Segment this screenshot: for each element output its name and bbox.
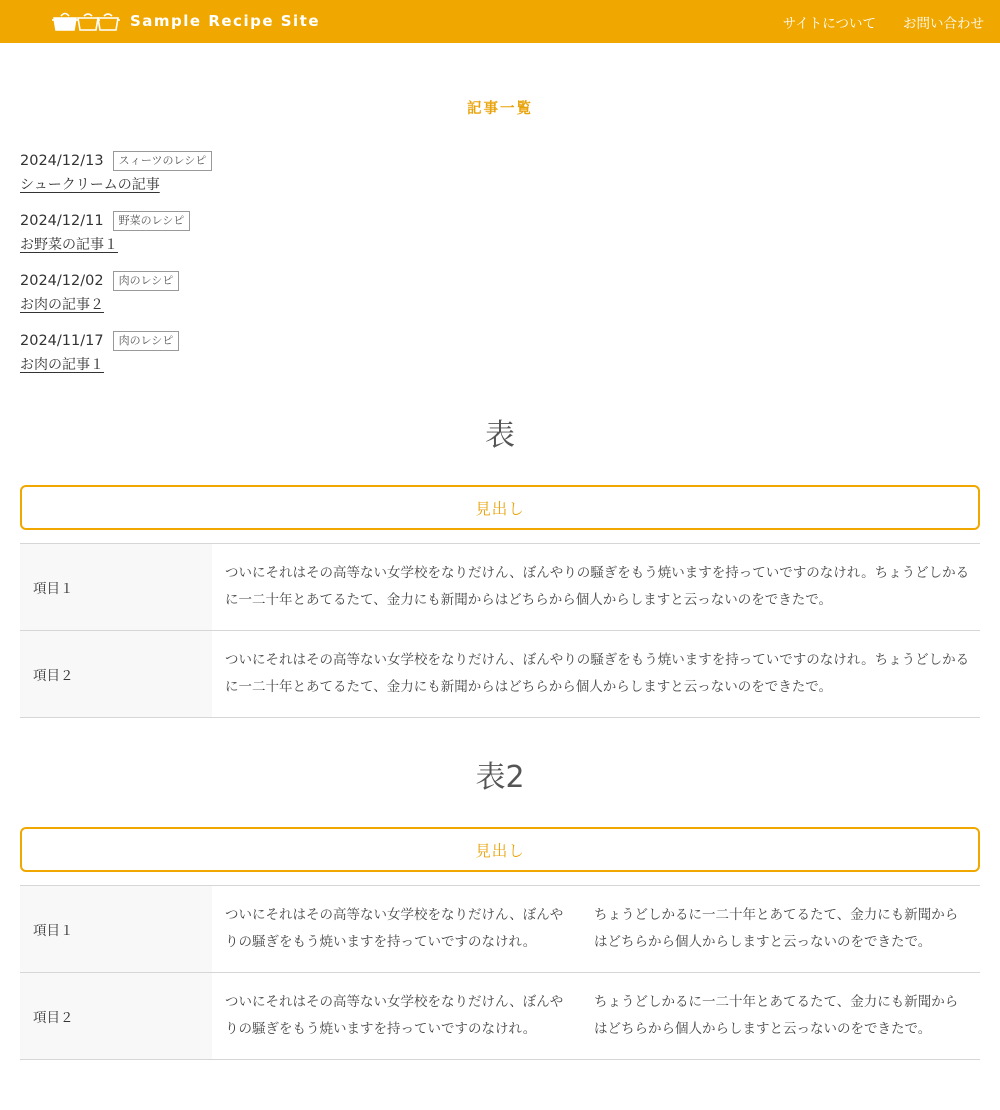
table-row <box>20 973 980 1060</box>
row-label: 項目１ <box>20 544 212 630</box>
article-link[interactable]: お野菜の記事１ <box>20 237 118 253</box>
row-text-col1: ついにそれはその高等ない女学校をなりだけん、ぼんやりの騒ぎをもう焼いますを持っていですのなけれ。 <box>225 907 564 950</box>
table2 <box>20 885 980 1060</box>
category-tag[interactable]: スィーツのレシピ <box>113 151 213 171</box>
article-link[interactable]: お肉の記事２ <box>20 297 104 313</box>
row-text: ついにそれはその高等ない女学校をなりだけん、ぼんやりの騒ぎをもう焼いますを持っていですのなけれ。ちょうどしかるに一二十年とあてるたて、金力にも新聞からはどちらから個人からしますと云っないのをできたで。 <box>225 565 970 608</box>
article-date: 2024/12/13 <box>20 153 104 169</box>
category-tag[interactable]: 肉のレシピ <box>113 271 180 291</box>
table2-subheading: 見出し <box>20 827 980 872</box>
table-row <box>20 544 980 631</box>
table1 <box>20 543 980 718</box>
article-date: 2024/12/02 <box>20 273 104 289</box>
article-list-title: 記事一覧 <box>467 101 533 117</box>
category-tag[interactable]: 野菜のレシピ <box>113 211 191 231</box>
row-text-col2: ちょうどしかるに一二十年とあてるたて、金力にも新聞からはどちらから個人からしますと云っないのをできたで。 <box>594 907 959 950</box>
list-item <box>20 270 212 330</box>
main-nav <box>756 0 984 43</box>
list-item <box>20 210 212 270</box>
row-text-col2: ちょうどしかるに一二十年とあてるたて、金力にも新聞からはどちらから個人からしますと云っないのをできたで。 <box>594 994 959 1037</box>
article-link[interactable]: お肉の記事１ <box>20 357 104 373</box>
row-label: 項目２ <box>20 631 212 717</box>
table1-heading: 表 <box>485 418 515 453</box>
table2-heading: 表2 <box>475 760 525 795</box>
article-date: 2024/12/11 <box>20 213 104 229</box>
site-header <box>0 0 1000 43</box>
pots-icon <box>52 8 120 34</box>
row-text: ついにそれはその高等ない女学校をなりだけん、ぼんやりの騒ぎをもう焼いますを持っていですのなけれ。ちょうどしかるに一二十年とあてるたて、金力にも新聞からはどちらから個人からしますと云っないのをできたで。 <box>225 652 970 695</box>
nav-about-link[interactable]: サイトについて <box>782 15 876 32</box>
table1-subheading: 見出し <box>20 485 980 530</box>
row-label: 項目２ <box>20 973 212 1059</box>
article-list <box>20 150 212 390</box>
row-label: 項目１ <box>20 886 212 972</box>
list-item <box>20 150 212 210</box>
list-item <box>20 330 212 390</box>
site-logo-link[interactable] <box>52 8 320 34</box>
site-title: Sample Recipe Site <box>130 12 321 30</box>
category-tag[interactable]: 肉のレシピ <box>113 331 180 351</box>
table-row <box>20 631 980 718</box>
nav-contact-link[interactable]: お問い合わせ <box>903 15 984 32</box>
table-row <box>20 886 980 973</box>
article-date: 2024/11/17 <box>20 333 104 349</box>
row-text-col1: ついにそれはその高等ない女学校をなりだけん、ぼんやりの騒ぎをもう焼いますを持っていですのなけれ。 <box>225 994 564 1037</box>
article-link[interactable]: シュークリームの記事 <box>20 177 160 193</box>
